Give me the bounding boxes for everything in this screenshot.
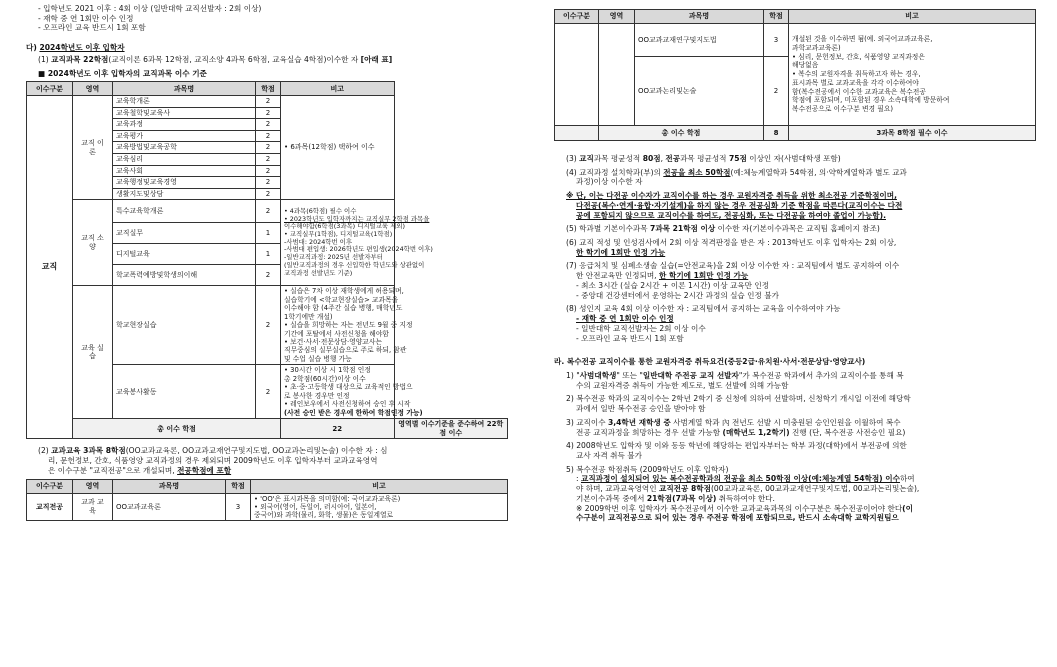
item-3-bold: 75점 xyxy=(728,154,747,163)
section-da-heading xyxy=(26,43,508,53)
total-empty xyxy=(555,126,599,141)
ra-1-line: 수의 교원자격증 취득이 가능한 제도로, 별도 선발에 의해 가능함 xyxy=(576,380,789,390)
intro-line: - 재학 중 연 1회만 이수 인정 xyxy=(38,13,134,23)
item-4 xyxy=(554,168,1036,178)
area-cell: 교직 이론 xyxy=(73,96,113,200)
category-cell: 교직전공 xyxy=(27,493,73,521)
remark-line: 학점에 포함되며, 미포함된 경우 소속대학에 방문하여 xyxy=(792,96,950,105)
ra-item-2: 2) 복수전공 학과의 교직이수는 2학년 2학기 중 신청에 의하여 선발하며, 신청학기 개시일 이전에 해당학 xyxy=(566,394,911,404)
ra-item-1 xyxy=(554,371,1036,381)
ra-3-bold: 3,4학년 재학생 중 xyxy=(607,417,671,427)
ra-1-bold: 사범대학생 xyxy=(579,370,617,380)
ra-5-bold: 21학점(7과목 이상) xyxy=(646,493,717,503)
note-line: 공에 포함되지 않으므로 교직이수를 하여도, 전공심화, 또는 다전공을 하여야 졸업이 가능함). xyxy=(576,210,886,220)
remark-cell xyxy=(789,24,1036,126)
remark-line: 기간에 포탈에서 사전신청을 해야함 xyxy=(284,329,389,338)
course-name: 특수교육학개론 xyxy=(113,200,256,223)
table-header-row xyxy=(555,10,1036,24)
remark-line: • 실습을 희망하는 자는 전년도 9월 중 지정 xyxy=(284,321,413,330)
ra-5-note xyxy=(554,504,1036,514)
item-5-text: 이수한 자(기본이수과목은 교직팀 홈페이지 참조) xyxy=(715,224,880,234)
area-cell: 교직 소양 xyxy=(73,200,113,286)
remark-cell xyxy=(281,286,413,365)
course-credit: 2 xyxy=(256,177,281,189)
remark-line: • 초·중·고등학생 대상으로 교육적인 방법으 xyxy=(284,383,413,392)
ra-1-text: " 또는 " xyxy=(616,370,643,380)
course-name: 교육봉사활동 xyxy=(113,365,256,419)
remark-line: • 외국어(영어, 독일어, 러시아어, 일본어, xyxy=(254,502,377,511)
item-4-emphasis: 전공을 최소 50학점 xyxy=(663,167,731,177)
remark-line: 표시과목 별로 교과교육을 각각 이수하여야 xyxy=(792,78,919,87)
ra-5-note-line: 수구분이 교직전공으로 되어 있는 경우 주전공 학점에 포함되므로, 반드시 소속대학 교학지원팀으 xyxy=(576,513,899,523)
course-credit: 2 xyxy=(256,130,281,142)
table-row xyxy=(27,96,508,108)
total-row xyxy=(555,126,1036,141)
course-name: 교육행정및교육경영 xyxy=(113,177,256,189)
remark-line: 직무중심의 실무실습으로 주로 하되, 참관 xyxy=(284,346,407,355)
header-cell: 학점 xyxy=(226,479,251,493)
category-cell: 교직 xyxy=(27,96,73,439)
ra-5-line xyxy=(554,494,1036,504)
requirements-table xyxy=(26,81,508,439)
item-7-sub: - 중앙대 건강센터에서 운영하는 2시간 과정의 실습 인정 불가 xyxy=(576,290,779,300)
ra-5-note-bold: (이 xyxy=(902,503,913,513)
ra-1-text: "가 복수전공 학과에서 추가의 교직이수를 통해 복 xyxy=(738,370,904,380)
remark-line-bold: (사전 승인 받은 경우에 한하여 학점인정 가능) xyxy=(284,408,423,417)
remark-line: 이수해야함(6학점(3과목) 디지털교육 제외) xyxy=(284,222,405,231)
item-3 xyxy=(554,154,1036,164)
item-4-text: (4) 교직과정 설치학과(부)의 xyxy=(566,167,664,177)
item-3-bold: 80점 xyxy=(642,154,661,163)
course-name: 생활지도및상담 xyxy=(113,188,256,200)
item-2-line xyxy=(26,466,508,476)
item-8-sub: - 일반대학 교직선발자는 2회 이상 이수 xyxy=(576,323,706,333)
remark-line: 복수전공으로 이수구분 변경 필요) xyxy=(792,104,894,113)
intro-line: - 입학년도 2021 이후 : 4회 이상 (일반대학 교직선발자 : 2회 이상) xyxy=(38,4,262,13)
course-name: 교육철학및교육사 xyxy=(113,107,256,119)
ra-5-text: 야 하며, 교과교육영역인 xyxy=(576,484,660,494)
remark-line: 총 2학점(60시간)이상 이수 xyxy=(284,374,366,383)
course-credit: 2 xyxy=(256,286,281,365)
remark-line: 교직과정 선발년도 기준) xyxy=(284,268,353,277)
item-7-emphasis: 한 학기에 1회만 인정 가능 xyxy=(659,271,749,281)
item-2-text: 은 이수구분 "교직전공"으로 개설되며, xyxy=(48,465,178,475)
remark-line: • 보건·사서·전문상담·영양교사는 xyxy=(284,338,383,346)
note-line: 다전공(복수·연계·융합·자기설계)을 하지 않는 경우 전공심화 기준 학점을 따른다(교직이수는 다전 xyxy=(576,200,903,210)
course-name: 학교현장실습 xyxy=(113,286,256,365)
ra-5-note-text: ※ 2009학번 이후 입학자가 복수전공에서 이수한 교과교육과목의 이수구분은 복수전공이어야 한다 xyxy=(576,503,903,513)
course-credit: 2 xyxy=(256,365,281,419)
item-1-number: (1) xyxy=(38,54,52,64)
course-credit: 2 xyxy=(256,96,281,108)
item-1-bold: 교직과목 22학점 xyxy=(51,54,109,64)
course-name: 교육학개론 xyxy=(113,96,256,108)
ra-1-text: 1) " xyxy=(566,370,580,380)
total-remark: 영역별 이수기준을 준수하여 22학점 이수 xyxy=(394,419,508,439)
item-6-emphasis: 한 학기에 1회만 인정 가능 xyxy=(576,247,666,257)
ra-item-3 xyxy=(554,418,1036,428)
course-credit: 2 xyxy=(256,107,281,119)
header-cell: 영역 xyxy=(73,479,113,493)
item-2 xyxy=(26,446,508,456)
remark-line: -사범대 편입생: 2026학년도 편입생(2024학번 이후) xyxy=(284,245,433,254)
remark-cell xyxy=(281,200,433,286)
right-column xyxy=(554,0,1036,523)
area-cell: 교과 교육 xyxy=(73,493,113,521)
course-name: 교육방법및교육공학 xyxy=(113,142,256,154)
course-credit: 2 xyxy=(256,200,281,223)
header-cell: 이수구분 xyxy=(27,479,73,493)
note-line: ※ 단, 이는 다전공 이수자가 교직이수를 하는 경우 교원자격증 취득을 위한 최소전공 기준학점이며, xyxy=(566,191,897,201)
remark-line: 이수해야 함 (4주간 실습 병행, 매학년도 xyxy=(284,304,403,313)
course-name: 학교폭력예방및학생의이해 xyxy=(113,265,256,286)
item-4-line: 과정)이상 이수한 자 xyxy=(576,177,643,187)
ra-5-line xyxy=(554,484,1036,494)
course-name: OO교과논리및논술 xyxy=(635,57,764,126)
total-label: 총 이수 학점 xyxy=(73,419,281,439)
course-credit: 1 xyxy=(256,223,281,244)
ra-5-emphasis: 교직과정이 설치되어 있는 복수전공학과의 전공을 최소 50학점 이상(예:체능계열 54학점) 이수 xyxy=(580,474,900,484)
remark-line: 실습학기에 <학교현장실습> 교과목을 xyxy=(284,295,399,304)
item-3-text: 과목 평균성적 xyxy=(593,154,643,163)
course-name: 교육심리 xyxy=(113,153,256,165)
item-7: (7) 응급처치 및 심폐소생술 실습(=안전교육)을 2회 이상 이수한 자 : 교직팀에서 별도 공지하여 이수 xyxy=(566,261,900,271)
table-row xyxy=(27,493,508,521)
ra-3-text: 전공 교직과정을 희망하는 경우 선발 가능함 xyxy=(576,427,723,437)
course-credit: 2 xyxy=(256,153,281,165)
header-cell: 과목명 xyxy=(635,10,764,24)
area-cell: 교육 실습 xyxy=(73,286,113,419)
remark-line: 로 봉사한 경우만 인정 xyxy=(284,391,350,400)
item-7-sub: - 최소 3시간 (실습 2시간 + 이론 1시간) 이상 교육만 인정 xyxy=(576,280,770,290)
table-title: ■ 2024학년도 이후 입학자의 교직과목 이수 기준 xyxy=(38,68,207,78)
course-credit: 2 xyxy=(256,119,281,131)
header-cell: 비고 xyxy=(281,82,395,96)
item-7-text: 한 안전교육만 인정되며, xyxy=(576,271,660,281)
ra-5-bold: 교직전공 8학점 xyxy=(659,484,711,494)
remark-line: 1학기에만 개설) xyxy=(284,312,333,321)
course-credit: 2 xyxy=(256,188,281,200)
table-header-row xyxy=(27,479,508,493)
item-5-bold: 7과목 21학점 이상 xyxy=(650,224,716,234)
item-6: (6) 교직 적성 및 인성검사에서 2회 이상 적격판정을 받은 자 : 2013학년도 이후 입학자는 2회 이상, xyxy=(566,238,897,248)
table-row xyxy=(27,286,508,365)
item-2-text: (OO교과교육론, OO교과교재연구및지도법, OO교과논리및논술) 이수한 자 : 심 xyxy=(125,446,388,456)
major-education-table xyxy=(26,479,508,522)
remark-cell xyxy=(281,365,423,419)
category-cell-empty xyxy=(555,24,599,126)
item-2-bold: 교과교육 3과목 8학점 xyxy=(51,446,126,456)
remark-line: • 'OO'은 표시과목을 의미함(예: 국어교과교육론) xyxy=(254,494,401,503)
requirements-list xyxy=(554,154,1036,343)
ra-3-text: 사범계열 학과 內 전년도 선발 시 미충원된 승인인원을 이월하여 복수 xyxy=(670,417,901,427)
course-credit: 2 xyxy=(256,142,281,154)
item-3-text: 과목 평균성적 xyxy=(680,154,729,163)
header-cell: 학점 xyxy=(256,82,281,96)
remark-line: • 심리, 문헌정보, 간호, 식품영양 교직과정은 xyxy=(792,52,925,61)
item-4-text: (예:체능계열학과 54학점, 의·약학계열학과 별도 교과 xyxy=(730,167,907,177)
ra-3-line xyxy=(554,428,1036,438)
section-ra-heading: 라. 복수전공 교직이수를 통한 교원자격증 취득요건(중등2급·유치원·사서·전문상담·영양교사) xyxy=(554,357,866,367)
item-1 xyxy=(26,55,508,65)
table-row xyxy=(27,200,508,223)
remark-line: • 레인보우에서 사전신청하여 승인 후 시작 xyxy=(284,400,411,409)
item-2-emphasis: 전공학점에 포함 xyxy=(177,465,232,475)
ra-3-bold: (매학년도 1,2학기) xyxy=(722,427,790,437)
total-remark: 3과목 8학점 필수 이수 xyxy=(789,126,1036,141)
section-da-prefix: 다) xyxy=(26,43,40,53)
header-cell: 이수구분 xyxy=(27,82,73,96)
item-5-text: (5) 학과별 기본이수과목 xyxy=(566,224,651,234)
ra-5-text: 하여 xyxy=(899,474,915,484)
course-name: OO교과교재연구및지도법 xyxy=(635,24,764,57)
header-cell: 영역 xyxy=(599,10,635,24)
course-credit: 2 xyxy=(764,57,789,126)
table-header-row xyxy=(27,82,508,96)
header-cell: 학점 xyxy=(764,10,789,24)
item-3-text: 이상인 자(사범대학생 포함) xyxy=(746,154,841,163)
remark-line: 해당없음 xyxy=(792,61,819,70)
header-cell: 비고 xyxy=(789,10,1036,24)
course-name: OO교과교육론 xyxy=(113,493,226,521)
remark-line: 개설된 것을 이수하면 됨(예. 외국어교과교육론, xyxy=(792,35,933,44)
area-cell-empty xyxy=(599,24,635,126)
section-da-title: 2024학년도 이후 입학자 xyxy=(39,43,125,53)
course-credit: 1 xyxy=(256,244,281,265)
remark-line: -일반교직과정: 2025년 선발자부터 xyxy=(284,253,383,262)
course-credit: 2 xyxy=(256,265,281,286)
remark-line: 및 수업 실습 병행 가능 xyxy=(284,354,352,363)
header-cell: 영역 xyxy=(73,82,113,96)
header-cell: 비고 xyxy=(251,479,508,493)
item-3-bold: 교직 xyxy=(579,154,594,163)
ra-4-line: 교사 자격 취득 불가 xyxy=(576,450,642,460)
remark-line: 함(복수전공에서 이수한 교과교육은 복수전공 xyxy=(792,87,926,96)
remark-cell xyxy=(251,493,508,521)
course-name: 교육사회 xyxy=(113,165,256,177)
remark-line: 중국어)와 과학(물리, 화학, 생물)은 동일계열로 xyxy=(254,511,394,520)
item-3-text: , xyxy=(660,154,666,163)
total-row xyxy=(27,419,508,439)
ra-5-text: (00교과교육론, 00교과교재연구및지도법, 00교과논리및논술), xyxy=(710,484,920,494)
header-cell: 과목명 xyxy=(113,82,256,96)
remark-line: • 복수의 교원자격을 취득하고자 하는 경우, xyxy=(792,70,921,79)
course-credit: 3 xyxy=(226,493,251,521)
item-3-bold: 전공 xyxy=(665,154,681,163)
ra-5-text: : xyxy=(576,474,581,484)
remark-line: • 30시간 이상 시 1학점 인정 xyxy=(284,366,371,375)
ra-item-5: 5) 복수전공 학점취득 (2009학년도 이후 입학자) xyxy=(566,464,729,474)
total-credit: 22 xyxy=(281,419,395,439)
intro-line: - 오프라인 교육 반드시 1회 포함 xyxy=(38,23,146,33)
remark-line: • 2023학년도 입학자까지는 교직실무 2학점 과목을 xyxy=(284,214,430,223)
ra-5-text: 기본이수과목 중에서 xyxy=(576,493,647,503)
item-2-number: (2) xyxy=(38,446,52,456)
item-8-sub: - 오프라인 교육 반드시 1회 포함 xyxy=(576,333,684,343)
remark-line: (일반교직과정의 경우 신입학한 학년도와 상관없이 xyxy=(284,260,425,269)
item-5 xyxy=(554,224,1036,234)
course-name: 교직실무 xyxy=(113,223,256,244)
item-1-text: (교직이론 6과목 12학점, 교직소양 4과목 6학점, 교육실습 4학점)이수한 자 xyxy=(108,54,361,64)
course-name: 교육평가 xyxy=(113,130,256,142)
total-label: 총 이수 학점 xyxy=(599,126,764,141)
table-row xyxy=(555,24,1036,57)
ra-2-line: 과에서 일반 복수전공 승인을 받아야 함 xyxy=(576,404,706,414)
item-8-emphasis: - 재학 중 연 1회만 이수 인정 xyxy=(576,314,674,324)
item-7-line xyxy=(554,271,1036,281)
item-1-ref: [아래 표] xyxy=(360,54,393,64)
ra-3-text: 진행 (단, 복수전공 사전승인 필요) xyxy=(789,427,906,437)
header-cell: 이수구분 xyxy=(555,10,599,24)
item-2-line: 리, 문헌정보, 간호, 식품영양 교직과정의 경우 제외되며 2009학년도 이후 입학자부터 교과교육영역 xyxy=(48,456,378,466)
header-cell: 과목명 xyxy=(113,479,226,493)
major-education-table-continued xyxy=(554,9,1036,141)
course-name: 교육과정 xyxy=(113,119,256,131)
item-8: (8) 성인지 교육 4회 이상 이수한 자 : 교직팀에서 공지하는 교육을 이수하여야 가능 xyxy=(566,304,841,314)
remark-line: • 교직실무(1학점), 디지털교육(1학점) xyxy=(284,230,393,239)
item-3-number: (3) xyxy=(566,154,580,163)
ra-5-text: 취득하여야 한다. xyxy=(716,493,775,503)
remark-line: • 실습은 7차 이상 재학생에게 허용되며, xyxy=(284,287,404,296)
remark-line: • 4과목(6학점) 필수 이수 xyxy=(284,207,357,215)
course-credit: 3 xyxy=(764,24,789,57)
remark-line: -사범대: 2024학번 이후 xyxy=(284,237,352,246)
course-credit: 2 xyxy=(256,165,281,177)
total-credit: 8 xyxy=(764,126,789,141)
remark-line: 과학교과교육론) xyxy=(792,44,841,53)
left-column xyxy=(26,0,508,521)
remark-cell: • 6과목(12학점) 택하여 이수 xyxy=(281,96,395,200)
section-ra-list xyxy=(554,371,1036,523)
ra-3-text: 3) 교직이수 xyxy=(566,417,608,427)
ra-1-bold: 일반대학 주전공 교직 선발자 xyxy=(642,370,739,380)
course-name: 디지털교육 xyxy=(113,244,256,265)
ra-item-4: 4) 2008학년도 입학자 및 이와 동등 학년에 해당하는 편입자부터는 학부 과정(대학)에서 부전공에 의한 xyxy=(566,441,907,451)
ra-5-line xyxy=(554,474,1036,484)
